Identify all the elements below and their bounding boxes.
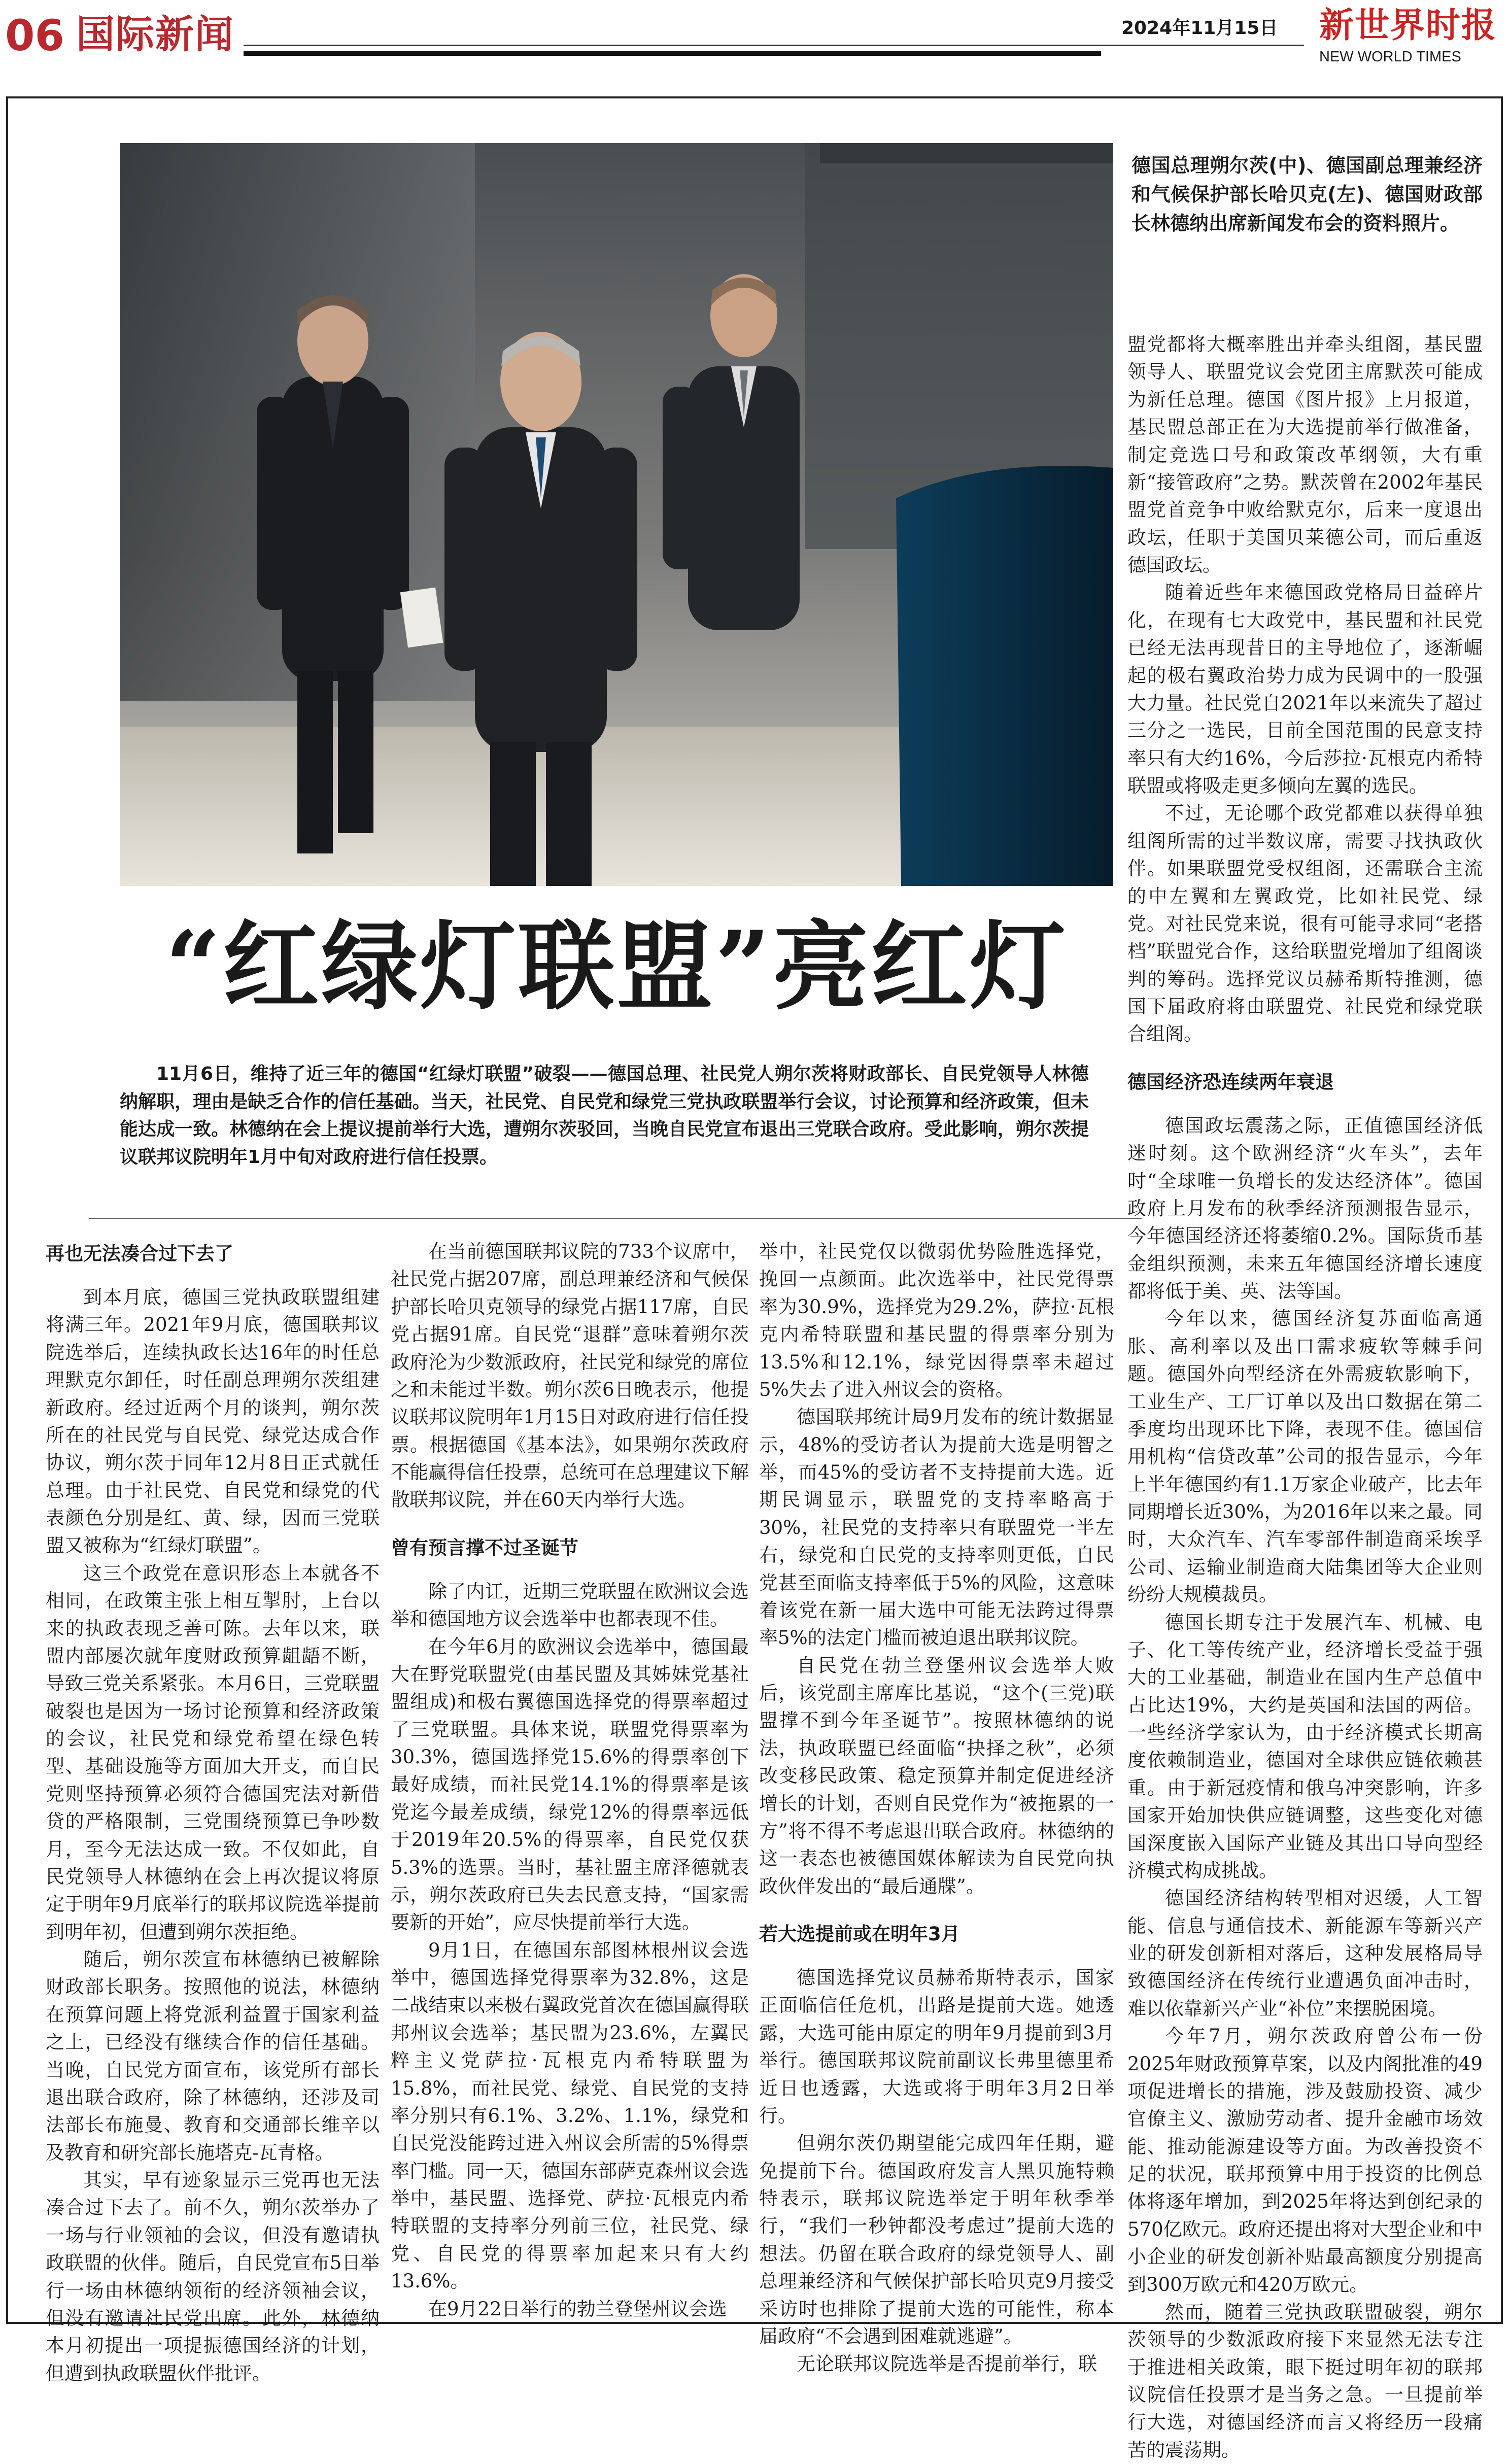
- paragraph: 德国经济结构转型相对迟缓，人工智能、信息与通信技术、新能源车等新兴产业的研发创新相对落后，这种发展格局导致德国经济在传统行业遭遇负面冲击时，难以依靠新兴产业“补位”来摆脱困境。: [1127, 1887, 1483, 2020]
- paragraph: 不过，无论哪个政党都难以获得单独组阁所需的过半数议席，需要寻找执政伙伴。如果联盟党受权组阁，还需联合主流的中左翼和左翼政党，比如社民党、绿党。对社民党来说，很有可能寻求同“老搭档”联盟党合作，这给联盟党增加了组阁谈判的筹码。选择党议员赫希斯特推测，德国下届政府将由联盟党、社民党和绿党联合组阁。: [1127, 802, 1483, 1045]
- paragraph: 然而，随着三党执政联盟破裂，朔尔茨领导的少数派政府接下来显然无法专注于推进相关政策，眼下挺过明年初的联邦议院信任投票才是当务之急。一旦提前举行大选，对德国经济而言又将经历一段痛苦的震荡期。: [1127, 2301, 1483, 2461]
- article-column-2: [391, 1238, 749, 2323]
- paragraph: 德国联邦统计局9月发布的统计数据显示，48%的受访者认为提前大选是明智之举，而45%的受访者不支持提前大选。近期民调显示，联盟党的支持率略高于30%，社民党的支持率只有联盟党一半左右，绿党和自民党的支持率则更低，自民党甚至面临支持率低于5%的风险，这意味着该党在新一届大选中可能无法跨过得票率5%的法定门槛而被迫退出联邦议院。: [759, 1406, 1114, 1649]
- section-title: 国际新闻: [76, 12, 234, 57]
- paragraph: 今年以来，德国经济复苏面临高通胀、高利率以及出口需求疲软等棘手问题。德国外向型经济在外需疲软影响下，工业生产、工厂订单以及出口数据在第二季度均出现环比下降，表现不佳。德国信用机构“信贷改革”公司的报告显示，今年上半年德国约有1.1万家企业破产，比去年同期增长近30%，为2016年以来之最。同时，大众汽车、汽车零部件制造商采埃孚公司、运输业制造商大陆集团等大企业则纷纷大规模裁员。: [1127, 1308, 1483, 1606]
- paragraph: 今年7月，朔尔茨政府曾公布一份2025年财政预算草案，以及内阁批准的49项促进增长的措施，涉及鼓励投资、减少官僚主义、激励劳动者、提升金融市场效能、推动能源建设等方面。为改善投资不足的状况，联邦预算中用于投资的比例总体将逐年增加，到2025年将达到创纪录的570亿欧元。政府还提出将对大型企业和中小企业的研发创新补贴最高额度分别提高到300万欧元和420万欧元。: [1127, 2025, 1483, 2296]
- paragraph: 德国政坛震荡之际，正值德国经济低迷时刻。这个欧洲经济“火车头”，去年时“全球唯一负增长的发达经济体”。德国政府上月发布的秋季经济预测报告显示，今年德国经济还将萎缩0.2%。国际货币基金组织预测，未来五年德国经济增长速度都将低于美、英、法等国。: [1127, 1114, 1483, 1302]
- lead-divider: [89, 1218, 1142, 1219]
- paragraph: 盟党都将大概率胜出并牵头组阁，基民盟领导人、联盟党议会党团主席默茨可能成为新任总理。德国《图片报》上月报道，基民盟总部正在为大选提前举行做准备，制定竞选口号和政策改革纲领，大有重新“接管政府”之势。默茨曾在2002年基民盟党首竞争中败给默克尔，后来一度退出政坛，任职于美国贝莱德公司，而后重返德国政坛。: [1127, 333, 1483, 576]
- paragraph: 在今年6月的欧洲议会选举中，德国最大在野党联盟党(由基民盟及其姊妹党基社盟组成)和极右翼德国选择党的得票率超过了三党联盟。具体来说，联盟党得票率为30.3%，德国选择党15.6%的得票率创下最好成绩，而社民党14.1%的得票率是该党迄今最差成绩，绿党12%的得票率远低于2019年20.5%的得票率，自民党仅获5.3%的选票。当时，基社盟主席泽德就表示，朔尔茨政府已失去民意支持，“国家需要新的开始”，应尽快提前举行大选。: [391, 1635, 749, 1934]
- paragraph: 其实，早有迹象显示三党再也无法凑合过下去了。前不久，朔尔茨举办了一场与行业领袖的会议，但没有邀请执政联盟的伙伴。随后，自民党宣布5日举行一场由林德纳领衔的经济领袖会议，但没有邀请社民党出席。此外，林德纳本月初提出一项提振德国经济的计划，但遭到执政联盟伙伴批评。: [46, 2169, 380, 2384]
- issue-date: 2024年11月15日: [1121, 18, 1278, 39]
- newspaper-masthead-english: NEW WORLD TIMES: [1319, 49, 1461, 65]
- paragraph: 在当前德国联邦议院的733个议席中，社民党占据207席，副总理兼经济和气候保护部长哈贝克领导的绿党占据117席，自民党占据91席。自民党“退群”意味着朔尔茨政府沦为少数派政府，社民党和绿党的席位之和未能过半数。朔尔茨6日晚表示，他提议联邦议院明年1月15日对政府进行信任投票。根据德国《基本法》，如果朔尔茨政府不能赢得信任投票，总统可在总理建议下解散联邦议院，并在60天内举行大选。: [391, 1241, 749, 1511]
- paragraph: 但朔尔茨仍期望能完成四年任期，避免提前下台。德国政府发言人黑贝施特赖特表示，联邦议院选举定于明年秋季举行，“我们一秒钟都没考虑过”提前大选的想法。仍留在联合政府的绿党领导人、副总理兼经济和气候保护部长哈贝克9月接受采访时也排除了提前大选的可能性，称本届政府“不会遇到困难就逃避”。: [759, 2132, 1114, 2347]
- article-lead: 11月6日，维持了近三年的德国“红绿灯联盟”破裂——德国总理、社民党人朔尔茨将财政部长、自民党领导人林德纳解职，理由是缺乏合作的信任基础。当天，社民党、自民党和绿党三党执政联盟举行会议，讨论预算和经济政策，但未能达成一致。林德纳在会上提议提前举行大选，遭朔尔茨驳回，当晚自民党宣布退出三党联合政府。受此影响，朔尔茨提议联邦议院明年1月中旬对政府进行信任投票。: [120, 1064, 1089, 1168]
- paragraph: 自民党在勃兰登堡州议会选举大败后，该党副主席库比基说，“这个(三党)联盟撑不到今年圣诞节”。按照林德纳的说法，执政联盟已经面临“抉择之秋”，必须改变移民政策、稳定预算并制定促进经济增长的计划，否则自民党作为“被拖累的一方”将不得不考虑退出联合政府。林德纳的这一表态也被德国媒体解读为自民党向执政伙伴发出的“最后通牒”。: [759, 1654, 1114, 1897]
- paragraph: 到本月底，德国三党执政联盟组建将满三年。2021年9月底，德国联邦议院选举后，连续执政长达16年的时任总理默克尔卸任，时任副总理朔尔茨组建新政府。经过近两个月的谈判，朔尔茨所在的社民党与自民党、绿党达成合作协议，朔尔茨于同年12月8日正式就任总理。由于社民党、自民党和绿党的代表颜色分别是红、黄、绿，因而三党联盟又被称为“红绿灯联盟”。: [46, 1286, 380, 1557]
- paragraph: 举中，社民党仅以微弱优势险胜选择党，挽回一点颜面。此次选举中，社民党得票率为30.9%，选择党为29.2%，萨拉·瓦根克内希特联盟和基民盟的得票率分别为13.5%和12.1%，绿党因得票率未超过5%失去了进入州议会的资格。: [759, 1241, 1114, 1400]
- paragraph: 在9月22日举行的勃兰登堡州议会选: [428, 2298, 727, 2320]
- subheading: 德国经济恐连续两年衰退: [1127, 1071, 1334, 1093]
- paragraph: 德国选择党议员赫希斯特表示，国家正面临信任危机，出路是提前大选。她透露，大选可能由原定的明年9月提前到3月举行。德国联邦议院前副议长弗里德里希近日也透露，大选或将于明年3月2日举行。: [759, 1967, 1114, 2127]
- news-photo: [120, 143, 1113, 886]
- paragraph: 无论联邦议院选举是否提前举行，联: [797, 2353, 1097, 2375]
- article-column-3: [759, 1238, 1114, 2378]
- paragraph: 德国长期专注于发展汽车、机械、电子、化工等传统产业，经济增长受益于强大的工业基础，制造业在国内生产总值中占比达19%，大约是英国和法国的两倍。一些经济学家认为，由于经济模式长期高度依赖制造业，德国对全球供应链依赖甚重。由于新冠疫情和俄乌冲突影响，许多国家开始加快供应链调整，这些变化对德国深度嵌入国际产业链及其出口导向型经济模式构成挑战。: [1127, 1611, 1483, 1881]
- photo-caption: 德国总理朔尔茨(中)、德国副总理兼经济和气候保护部长哈贝克(左)、德国财政部长林德纳出席新闻发布会的资料照片。: [1131, 154, 1483, 234]
- paragraph: 随后，朔尔茨宣布林德纳已被解除财政部长职务。按照他的说法，林德纳在预算问题上将党派利益置于国家利益之上，已经没有继续合作的信任基础。当晚，自民党方面宣布，该党所有部长退出联合政府，除了林德纳，还涉及司法部长布施曼、教育和交通部长维辛以及教育和研究部长施塔克-瓦青格。: [46, 1948, 380, 2164]
- subheading: 再也无法凑合过下去了: [46, 1243, 233, 1264]
- subheading: 曾有预言撑不过圣诞节: [391, 1536, 578, 1559]
- paragraph: 随着近些年来德国政党格局日益碎片化，在现有七大政党中，基民盟和社民党已经无法再现昔日的主导地位了，逐渐崛起的极右翼政治势力成为民调中的一股强大力量。社民党自2021年以来流失了超过三分之一选民，目前全国范围的民意支持率只有大约16%，今后莎拉·瓦根克内希特联盟或将吸走更多倾向左翼的选民。: [1127, 581, 1483, 797]
- paragraph: 这三个政党在意识形态上本就各不相同，在政策主张上相互掣肘，上台以来的执政表现乏善可陈。去年以来，联盟内部屡次就年度财政预算龃龉不断，导致三党关系紧张。本月6日，三党联盟破裂也是因为一场讨论预算和经济政策的会议，社民党和绿党希望在绿色转型、基础设施等方面加大开支，而自民党则坚持预算必须符合德国宪法对新借贷的严格限制，三党围绕预算已争吵数月，至今无法达成一致。不仅如此，自民党领导人林德纳在会上再次提议将原定于明年9月底举行的联邦议院选举提前到明年初，但遭到朔尔茨拒绝。: [46, 1562, 380, 1943]
- paragraph: 除了内讧，近期三党联盟在欧洲议会选举和德国地方议会选举中也都表现不佳。: [391, 1580, 749, 1630]
- header-rule: [244, 45, 1304, 46]
- article-headline: “红绿灯联盟”亮红灯: [165, 910, 1068, 1023]
- page-number: 06: [5, 11, 64, 60]
- header-rule-bold: [244, 51, 1101, 56]
- article-column-1: [46, 1238, 380, 2387]
- newspaper-masthead: 新世界时报: [1319, 5, 1497, 46]
- article-column-4: [1127, 331, 1483, 2464]
- subheading: 若大选提前或在明年3月: [759, 1923, 960, 1945]
- paragraph: 9月1日，在德国东部图林根州议会选举中，德国选择党得票率为32.8%，这是二战结束以来极右翼政党首次在德国赢得联邦州议会选举；基民盟为23.6%，左翼民粹主义党萨拉·瓦根克内希特联盟为15.8%，而社民党、绿党、自民党的支持率分别只有6.1%、3.2%、1.1%，绿党和自民党没能跨过进入州议会所需的5%得票率门槛。同一天，德国东部萨克森州议会选举中，基民盟、选择党、萨拉·瓦根克内希特联盟的支持率分列前三位，社民党、绿党、自民党的得票率加起来只有大约13.6%。: [391, 1939, 749, 2292]
